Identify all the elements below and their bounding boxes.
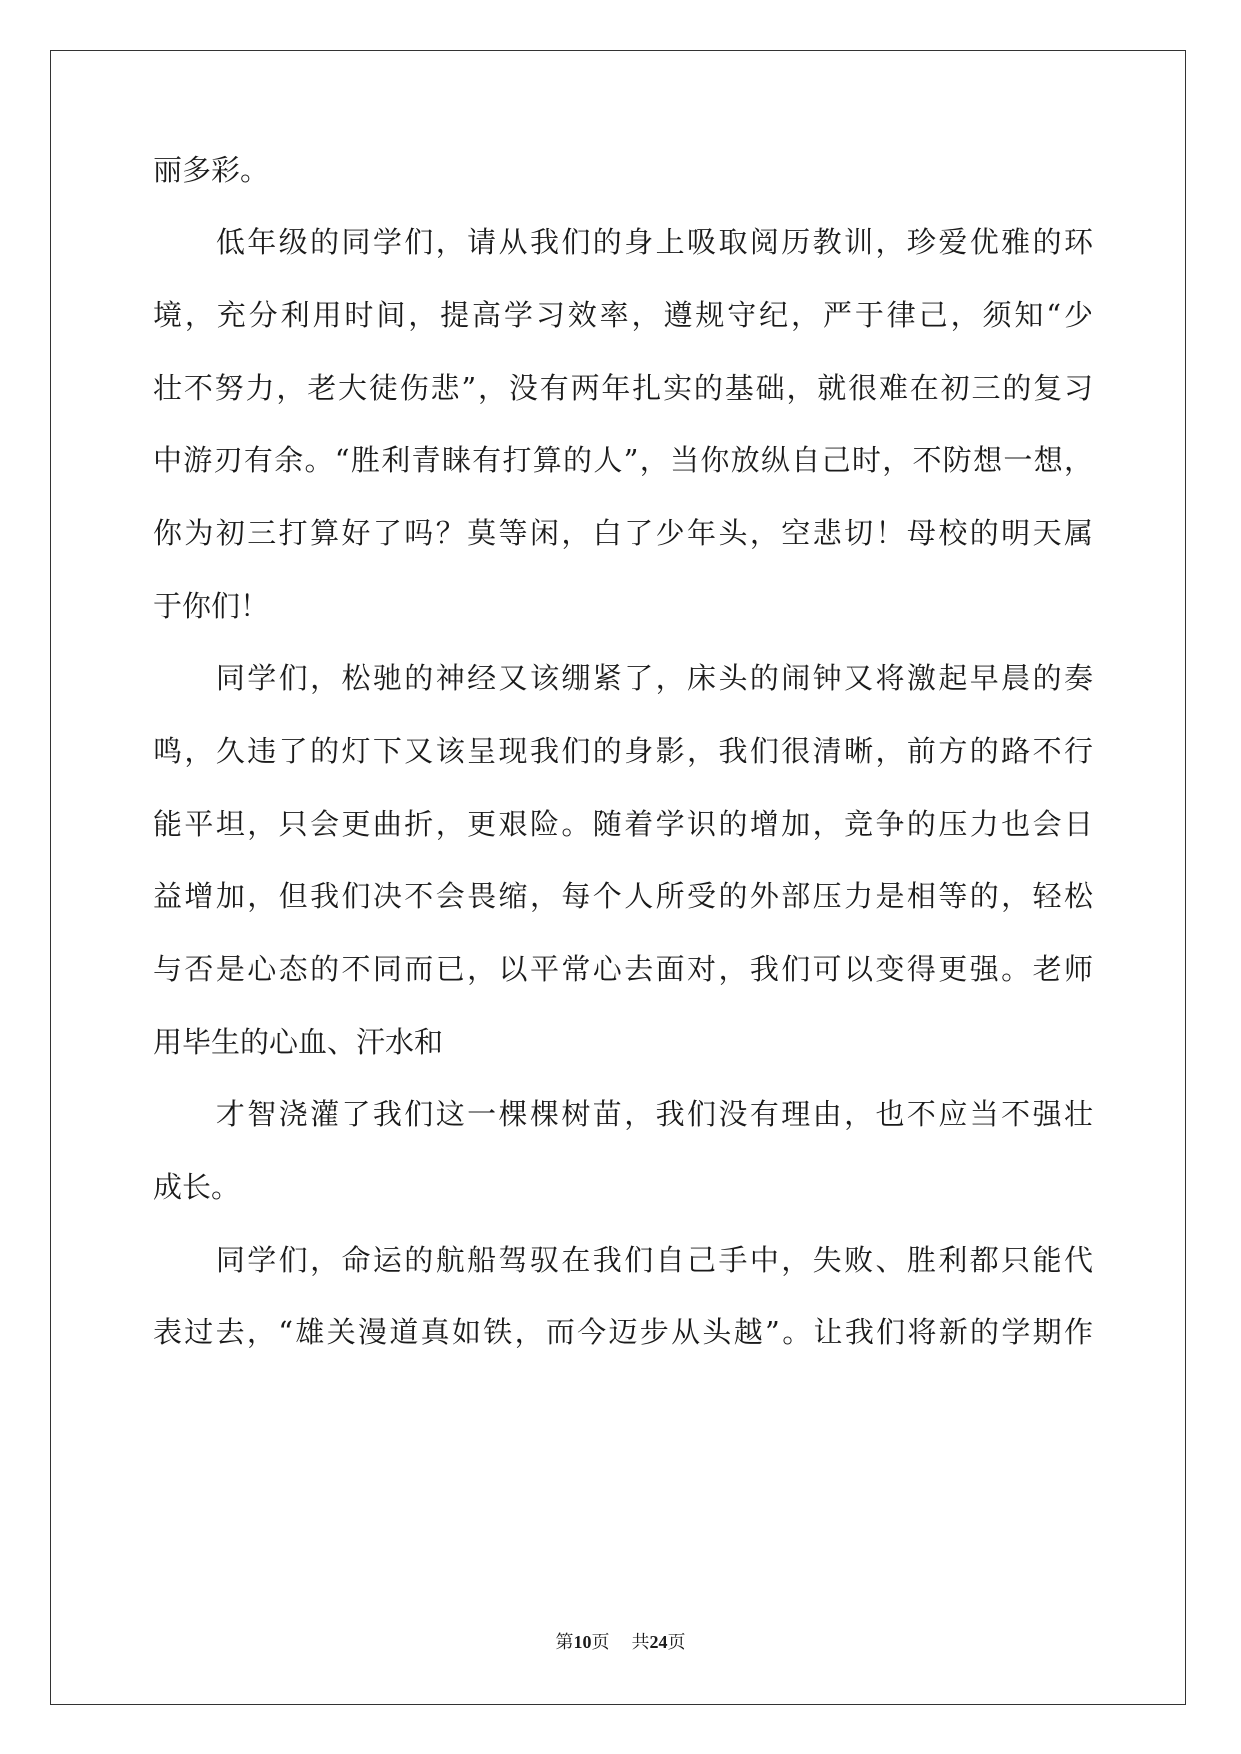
- text-line-13: 用毕生的心血、汗水和: [153, 1025, 444, 1059]
- text-line-8: 同学们，松驰的神经又该绷紧了，床头的闹钟又将激起早晨的奏: [153, 661, 1093, 695]
- footer-prefix: 第: [555, 1632, 574, 1653]
- text-line-14: 才智浇灌了我们这一棵棵树苗，我们没有理由，也不应当不强壮: [153, 1097, 1093, 1131]
- text-line-15: 成长。: [153, 1170, 241, 1204]
- text-line-12: 与否是心态的不同而已，以平常心去面对，我们可以变得更强。老师: [153, 952, 1093, 986]
- text-line-16: 同学们，命运的航船驾驭在我们自己手中，失败、胜利都只能代: [153, 1243, 1093, 1277]
- text-line-1: 丽多彩。: [153, 153, 270, 187]
- text-line-7: 于你们！: [153, 589, 270, 623]
- footer-total-prefix: 共: [631, 1632, 650, 1653]
- text-line-5: 中游刃有余。“胜利青睐有打算的人”，当你放纵自己时，不防想一想，: [153, 443, 1093, 477]
- footer-total-pages: 24: [649, 1632, 668, 1652]
- text-line-6: 你为初三打算好了吗？莫等闲，白了少年头，空悲切！母校的明天属: [153, 516, 1093, 550]
- text-line-9: 鸣，久违了的灯下又该呈现我们的身影，我们很清晰，前方的路不行: [153, 734, 1093, 768]
- text-line-2: 低年级的同学们，请从我们的身上吸取阅历教训，珍爱优雅的环: [153, 225, 1093, 259]
- text-line-3: 境，充分利用时间，提高学习效率，遵规守纪，严于律己，须知“少: [153, 298, 1093, 332]
- text-line-10: 能平坦，只会更曲折，更艰险。随着学识的增加，竞争的压力也会日: [153, 807, 1093, 841]
- footer-total-suffix: 页: [667, 1632, 686, 1653]
- text-line-11: 益增加，但我们决不会畏缩，每个人所受的外部压力是相等的，轻松: [153, 879, 1093, 913]
- page-footer: [0, 1630, 1241, 1655]
- footer-page-suffix: 页: [591, 1632, 610, 1653]
- text-line-4: 壮不努力，老大徒伤悲”，没有两年扎实的基础，就很难在初三的复习: [153, 371, 1093, 405]
- text-line-17: 表过去，“雄关漫道真如铁，而今迈步从头越”。让我们将新的学期作: [153, 1315, 1093, 1349]
- footer-page-number: 10: [573, 1632, 592, 1652]
